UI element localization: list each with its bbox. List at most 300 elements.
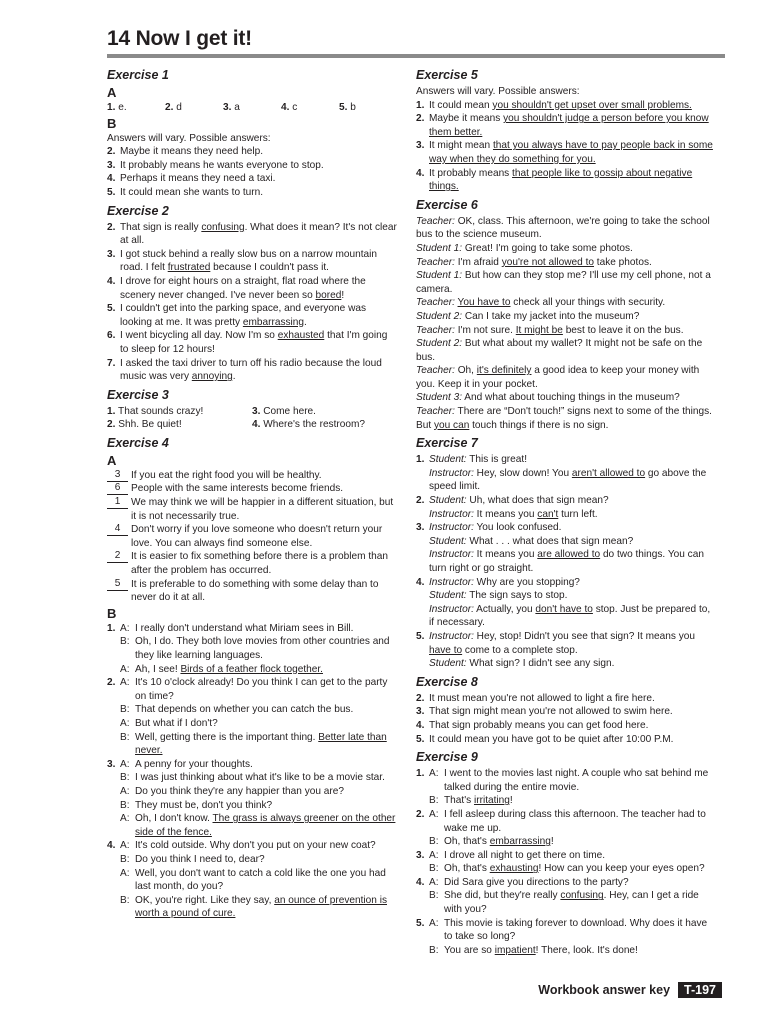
item-text: We may think we will be happier in a different situation, but it is not necessarily true. [131, 497, 394, 522]
answer-item: 2. Shh. Be quiet! [107, 419, 182, 431]
dialogue-item [416, 876, 714, 917]
speaker-label: B: [120, 894, 130, 906]
line-text: You are so [444, 944, 495, 956]
dialogue-line [120, 799, 397, 813]
answer-underlined: embarrassing [242, 316, 305, 328]
dialogue-line [429, 889, 714, 916]
item-number: 4. [107, 275, 116, 287]
dialogue-line [429, 944, 714, 958]
dialogue-item [416, 917, 714, 958]
answer-blank: 3 [107, 469, 128, 482]
speaker-name: Student 1: [416, 242, 463, 254]
line-text: There are “Don't touch!” signs next to some of the things. But [416, 406, 712, 431]
dialogue-line [429, 808, 714, 835]
line-text: take photos. [594, 256, 652, 268]
dialogue-line [416, 405, 714, 432]
line-text: They must be, don't you think? [135, 799, 273, 811]
speaker-label: A: [120, 663, 130, 675]
answer-list [107, 221, 397, 384]
line-text: turn left. [558, 508, 598, 520]
answer-underlined: you can [433, 419, 470, 431]
dialogue-line [120, 663, 397, 677]
item-number: 5. [416, 630, 425, 642]
answer-item: 4. c [281, 102, 298, 113]
dialogue-line [416, 310, 714, 324]
line-text: do two things. You can turn right or go straight. [429, 549, 704, 574]
item-number: 4. [107, 840, 116, 852]
speaker-name: Student 2: [416, 310, 463, 322]
speaker-label: B: [429, 944, 439, 956]
line-text: Well, you don't want to catch a cold like the one you had last month, do you? [135, 867, 386, 893]
speaker-label: A: [120, 622, 130, 634]
answer-underlined: You have to [457, 297, 511, 309]
answer-underlined: it's definitely [476, 365, 532, 377]
item-number: 1. [416, 454, 425, 466]
answer-underlined: can't [537, 508, 559, 520]
dialogue-line [429, 467, 714, 494]
speaker-name: Instructor: [429, 549, 474, 561]
item-number: 2. [416, 495, 425, 507]
item-number: 5. [416, 733, 425, 745]
answer-item [107, 302, 397, 329]
answer-blank: 1 [107, 496, 128, 509]
answer-item [416, 112, 714, 139]
speaker-label: A: [429, 849, 439, 861]
item-text: It probably means he wants everyone to stop. [120, 159, 324, 171]
speaker-label: B: [429, 836, 439, 848]
line-text: Oh, I don't know. [135, 813, 213, 825]
item-text: It is easier to fix something before there is a problem than after the problem has occurred. [131, 551, 388, 577]
speaker-name: Teacher: [416, 406, 455, 418]
exercise-9 [416, 750, 714, 957]
item-text: I asked the taxi driver to turn off his radio because the loud music was very [120, 357, 382, 383]
item-text: It might mean [429, 140, 493, 152]
speaker-name: Student 3: [416, 392, 463, 404]
speaker-name: Instructor: [429, 467, 474, 479]
line-text: You look confused. [473, 522, 562, 534]
speaker-name: Teacher: [416, 215, 455, 227]
line-text: Oh, I do. They both love movies from other countries and they like learning languages. [135, 636, 390, 661]
answer-underlined: irritating [473, 795, 510, 807]
item-number: 2. [416, 808, 425, 820]
dialogue-item [107, 622, 397, 676]
speaker-label: B: [120, 799, 130, 811]
dialogue-item [416, 808, 714, 849]
answer-underlined: embarrassing [489, 836, 551, 848]
speaker-name: Instructor: [429, 576, 474, 588]
line-text: OK, class. This afternoon, we're going to take the school bus to the science museum. [416, 215, 710, 241]
answer-list [107, 145, 397, 199]
item-text: because I couldn't pass it. [210, 262, 329, 274]
line-text: ! [509, 795, 513, 807]
dialogue-line [429, 767, 714, 794]
speaker-label: B: [429, 890, 439, 902]
exercise-1 [107, 68, 397, 200]
item-number: 3. [416, 522, 425, 534]
item-text: It probably means [429, 167, 513, 179]
answer-item [107, 523, 397, 550]
answer-underlined: impatient [494, 944, 536, 956]
speaker-label: A: [429, 768, 439, 780]
answer-row [107, 101, 397, 115]
answer-item [107, 159, 397, 173]
exercise-3 [107, 388, 397, 432]
speaker-name: Teacher: [416, 256, 455, 268]
dialogue-line [120, 853, 397, 867]
answer-underlined: frustrated [167, 262, 211, 274]
speaker-name: Student: [429, 590, 467, 602]
intro-text: Answers will vary. Possible answers: [416, 86, 580, 97]
answer-item: 4. Where's the restroom? [252, 419, 366, 431]
answer-underlined: aren't allowed to [571, 467, 646, 479]
dialogue-item [416, 630, 714, 671]
item-number: 4. [416, 167, 425, 179]
answer-underlined: confusing [560, 890, 604, 902]
item-number: 3. [107, 159, 116, 171]
answer-item [416, 139, 714, 166]
answer-underlined: exhausted [277, 330, 325, 342]
item-text: Don't worry if you love someone who doesn't return your love. You can always find someone else. [131, 524, 383, 549]
answer-underlined: you shouldn't get upset over small problems. [492, 99, 692, 111]
exercise-heading: Exercise 7 [416, 436, 478, 451]
answer-underlined: annoying [191, 371, 233, 383]
exercise-7 [416, 436, 714, 671]
page-footer [538, 982, 722, 998]
line-text: Did Sara give you directions to the party? [444, 876, 629, 888]
line-text: This is great! [466, 454, 528, 466]
item-text: I drove for eight hours on a straight, flat road where the scenery never changed. I've never been so [120, 275, 366, 301]
item-text: ! [341, 289, 345, 301]
answer-underlined: don't have to [535, 603, 593, 615]
line-text: Great! I'm going to take some photos. [462, 242, 633, 254]
dialogue-line [120, 894, 397, 921]
answer-underlined: you shouldn't judge a person before you know them better. [429, 113, 709, 138]
item-text: It must mean you're not allowed to light a fire here. [429, 692, 655, 704]
item-number: 7. [107, 357, 116, 369]
page-title: 14 Now I get it! [107, 27, 252, 50]
answer-item: 3. Come here. [252, 405, 316, 417]
item-number: 1. [416, 99, 425, 111]
speaker-name: Instructor: [429, 603, 474, 615]
item-number: 1. [107, 622, 116, 634]
item-number: 3. [107, 248, 116, 260]
dialogue-item [416, 453, 714, 494]
dialogue-line [429, 876, 714, 890]
item-number: 6. [107, 330, 116, 342]
speaker-label: B: [120, 772, 130, 784]
answer-list [107, 469, 397, 605]
dialogue-item [107, 758, 397, 840]
dialogue-line [429, 794, 714, 808]
speaker-label: A: [120, 813, 130, 825]
line-text: touch things if there is no sign. [469, 419, 609, 431]
dialogue-line [120, 758, 397, 772]
dialogue-line [429, 508, 714, 522]
footer-label: Workbook answer key [538, 983, 671, 997]
item-text: That sign might mean you're not allowed to swim here. [429, 706, 673, 718]
item-text: It is preferable to do something with some delay than to never do it at all. [131, 578, 379, 604]
dialogue-line [120, 771, 397, 785]
dialogue-line [416, 391, 714, 405]
answer-blank: 6 [107, 482, 128, 495]
line-text: Oh, that's [444, 836, 490, 848]
speaker-label: A: [120, 717, 130, 729]
item-number: 3. [416, 849, 425, 861]
speaker-label: A: [120, 840, 130, 852]
line-text: It means you [473, 549, 538, 561]
answer-list [416, 692, 714, 746]
answer-underlined: have to [429, 644, 463, 656]
answer-item [107, 275, 397, 302]
speaker-label: A: [429, 808, 439, 820]
item-text: . What does it mean? It's not clear at all. [120, 221, 397, 247]
item-text: that I'm going to sleep for 12 hours! [120, 330, 388, 355]
line-text: A penny for your thoughts. [135, 758, 253, 770]
speaker-name: Student 1: [416, 270, 463, 282]
line-text: a good idea to keep your money with you. Keep it in your pocket. [416, 365, 700, 390]
section-label: B [107, 115, 117, 131]
section-label: B [107, 605, 117, 621]
line-text: Do you think they're any happier than you are? [135, 785, 344, 797]
answer-underlined: are allowed to [537, 549, 601, 561]
item-number: 5. [107, 303, 116, 315]
item-text: People with the same interests become friends. [131, 483, 344, 495]
speaker-name: Student 2: [416, 338, 463, 350]
item-text: If you eat the right food you will be healthy. [131, 469, 322, 481]
line-text: But how can they stop me? I'll use my cell phone, not a camera. [416, 270, 711, 295]
line-text: That's [444, 795, 474, 807]
speaker-label: B: [120, 704, 130, 716]
left-column [107, 64, 397, 921]
answer-grid [107, 405, 397, 432]
answer-item: 3. a [223, 102, 240, 113]
dialogue-item [416, 494, 714, 521]
line-text: Oh, that's [444, 863, 490, 875]
dialogue-item [416, 576, 714, 630]
speaker-label: B: [429, 863, 439, 875]
exercise-heading: Exercise 5 [416, 68, 478, 82]
line-text: Ah, I see! [135, 663, 181, 675]
line-text: Uh, what does that sign mean? [466, 495, 609, 507]
item-text: . [232, 371, 236, 383]
line-text: But what about my wallet? It might not be safe on the bus. [416, 338, 703, 363]
item-number: 3. [416, 140, 425, 152]
line-text: What sign? I didn't see any sign. [466, 658, 615, 670]
dialogue-line [429, 862, 714, 876]
answer-item [107, 550, 397, 577]
line-text: This movie is taking forever to download. Why does it have to take so long? [444, 917, 708, 943]
speaker-name: Teacher: [416, 365, 455, 377]
line-text: It's cold outside. Why don't you put on your new coat? [135, 840, 376, 852]
exercise-4 [107, 436, 397, 921]
dialogue-item [416, 521, 714, 575]
dialogue-line [429, 535, 714, 549]
item-text: I got stuck behind a really slow bus on a narrow mountain road. I felt [120, 248, 377, 274]
item-number: 1. [416, 768, 425, 780]
answer-item [416, 719, 714, 733]
speaker-label: B: [120, 853, 130, 865]
line-text: I fell asleep during class this afternoon. The teacher had to wake me up. [444, 808, 706, 834]
dialogue-line [120, 635, 397, 662]
line-text: check all your things with security. [510, 297, 666, 309]
answer-item [416, 733, 714, 747]
answer-blank: 4 [107, 523, 128, 536]
line-text: Hey, stop! Didn't you see that sign? It means you [473, 630, 695, 642]
speaker-name: Teacher: [416, 297, 455, 309]
line-text: Do you think I need to, dear? [135, 853, 265, 865]
item-text: That sign probably means you can get food here. [429, 719, 649, 731]
speaker-name: Student: [429, 454, 467, 466]
speaker-name: Instructor: [429, 630, 474, 642]
answer-underlined: bored [315, 289, 342, 301]
section-label: A [107, 85, 117, 100]
item-text: It could mean you have got to be quiet after 10:00 P.M. [429, 733, 674, 745]
item-number: 4. [107, 173, 116, 185]
dialogue-line [120, 703, 397, 717]
line-text: And what about touching things in the museum? [462, 392, 680, 404]
exercise-heading: Exercise 1 [107, 68, 169, 82]
dialogue-line [120, 676, 397, 703]
speaker-label: A: [120, 785, 130, 797]
dialogue [416, 215, 714, 433]
item-number: 4. [416, 876, 425, 888]
answer-underlined: that people like to gossip about negative things. [429, 167, 693, 193]
answer-item [416, 167, 714, 194]
dialogue-line [416, 242, 714, 256]
dialogue-line [429, 849, 714, 863]
page-number: T-197 [678, 982, 722, 998]
answer-item [107, 329, 397, 356]
answer-item [107, 482, 397, 496]
line-text: But what if I don't? [135, 717, 218, 729]
line-text: I went to the movies last night. A couple who sat behind me talked during the entire movie. [444, 768, 709, 793]
dialogue-item [107, 676, 397, 758]
exercise-heading: Exercise 6 [416, 197, 478, 212]
dialogue-line [429, 917, 714, 944]
line-text: best to leave it on the bus. [562, 324, 684, 336]
dialogue-line [429, 603, 714, 630]
item-text: Perhaps it means they need a taxi. [120, 173, 276, 185]
answer-item: 1. e. [107, 102, 127, 113]
dialogue-line [429, 548, 714, 575]
exercise-heading: Exercise 9 [416, 750, 478, 765]
item-number: 5. [416, 917, 425, 929]
title-divider [107, 54, 725, 58]
speaker-name: Student: [429, 658, 467, 670]
line-text: . Hey, can I get a ride with you? [444, 890, 699, 916]
answer-item: 5. b [339, 102, 356, 113]
line-text: The sign says to stop. [466, 590, 568, 602]
speaker-label: B: [429, 795, 439, 807]
right-column [416, 64, 714, 957]
line-text: Well, getting there is the important thing. [135, 731, 319, 743]
dialogue-line [120, 622, 397, 636]
speaker-label: A: [429, 917, 439, 929]
dialogue-line [429, 521, 714, 535]
exercise-2 [107, 204, 397, 384]
item-number: 3. [416, 706, 425, 718]
answer-item [107, 186, 397, 200]
exercise-heading: Exercise 3 [107, 387, 169, 402]
answer-item [107, 578, 397, 605]
dialogue-line [429, 657, 714, 671]
dialogue-list [416, 767, 714, 957]
item-number: 2. [107, 221, 116, 233]
exercise-5 [416, 68, 714, 194]
item-text: Maybe it means they need help. [120, 146, 264, 158]
answer-underlined: an ounce of prevention is worth a pound of cure. [135, 894, 387, 920]
exercise-heading: Exercise 4 [107, 435, 169, 450]
speaker-label: A: [120, 758, 130, 770]
exercise-heading: Exercise 8 [416, 674, 478, 689]
answer-underlined: you're not allowed to [501, 256, 594, 268]
item-text: I went bicycling all day. Now I'm so [120, 330, 278, 342]
exercise-8 [416, 675, 714, 746]
answer-underlined: Birds of a feather flock together. [180, 663, 323, 675]
line-text: OK, you're right. Like they say, [135, 894, 275, 906]
dialogue-line [120, 867, 397, 894]
speaker-name: Student: [429, 495, 467, 507]
speaker-label: A: [120, 677, 130, 689]
answer-item [416, 705, 714, 719]
item-text: It could mean she wants to turn. [120, 186, 264, 198]
line-text: ! There, look. It's done! [535, 944, 638, 956]
speaker-label: A: [120, 867, 130, 879]
dialogue-line [429, 630, 714, 657]
answer-item: 1. That sounds crazy! [107, 405, 204, 417]
dialogue-line [120, 785, 397, 799]
answer-item [107, 496, 397, 523]
item-text: That sign is really [120, 221, 202, 233]
answer-underlined: that you always have to pay people back in some way when they do something for you. [429, 140, 713, 165]
answer-underlined: The grass is always greener on the other side of the fence. [135, 813, 396, 838]
line-text: It means you [473, 508, 538, 520]
speaker-name: Instructor: [429, 508, 474, 520]
item-number: 3. [107, 758, 116, 770]
dialogue-line [120, 731, 397, 758]
dialogue-line [429, 835, 714, 849]
answer-underlined: It might be [515, 324, 563, 336]
dialogue-list [416, 453, 714, 671]
exercise-6 [416, 198, 714, 433]
item-number: 2. [416, 113, 425, 125]
line-text: Oh, [454, 365, 477, 377]
answer-item [107, 221, 397, 248]
speaker-label: B: [120, 731, 130, 743]
dialogue-line [429, 494, 714, 508]
answer-list [416, 99, 714, 194]
dialogue-line [429, 576, 714, 590]
line-text: I was just thinking about what it's like to be a movie star. [135, 772, 385, 784]
dialogue-line [416, 324, 714, 338]
item-number: 2. [107, 146, 116, 158]
speaker-name: Instructor: [429, 522, 474, 534]
item-text: I couldn't get into the parking space, and everyone was looking at me. It was pretty [120, 303, 367, 328]
line-text: Actually, you [473, 603, 536, 615]
answer-item [416, 692, 714, 706]
dialogue-line [429, 453, 714, 467]
dialogue-line [120, 839, 397, 853]
item-number: 2. [416, 692, 425, 704]
answer-item: 2. d [165, 102, 182, 113]
answer-item [107, 248, 397, 275]
dialogue-line [416, 269, 714, 296]
intro-text: Answers will vary. Possible answers: [107, 132, 271, 144]
dialogue-item [107, 839, 397, 921]
exercise-heading: Exercise 2 [107, 203, 169, 218]
dialogue-line [120, 812, 397, 839]
answer-item [107, 172, 397, 186]
